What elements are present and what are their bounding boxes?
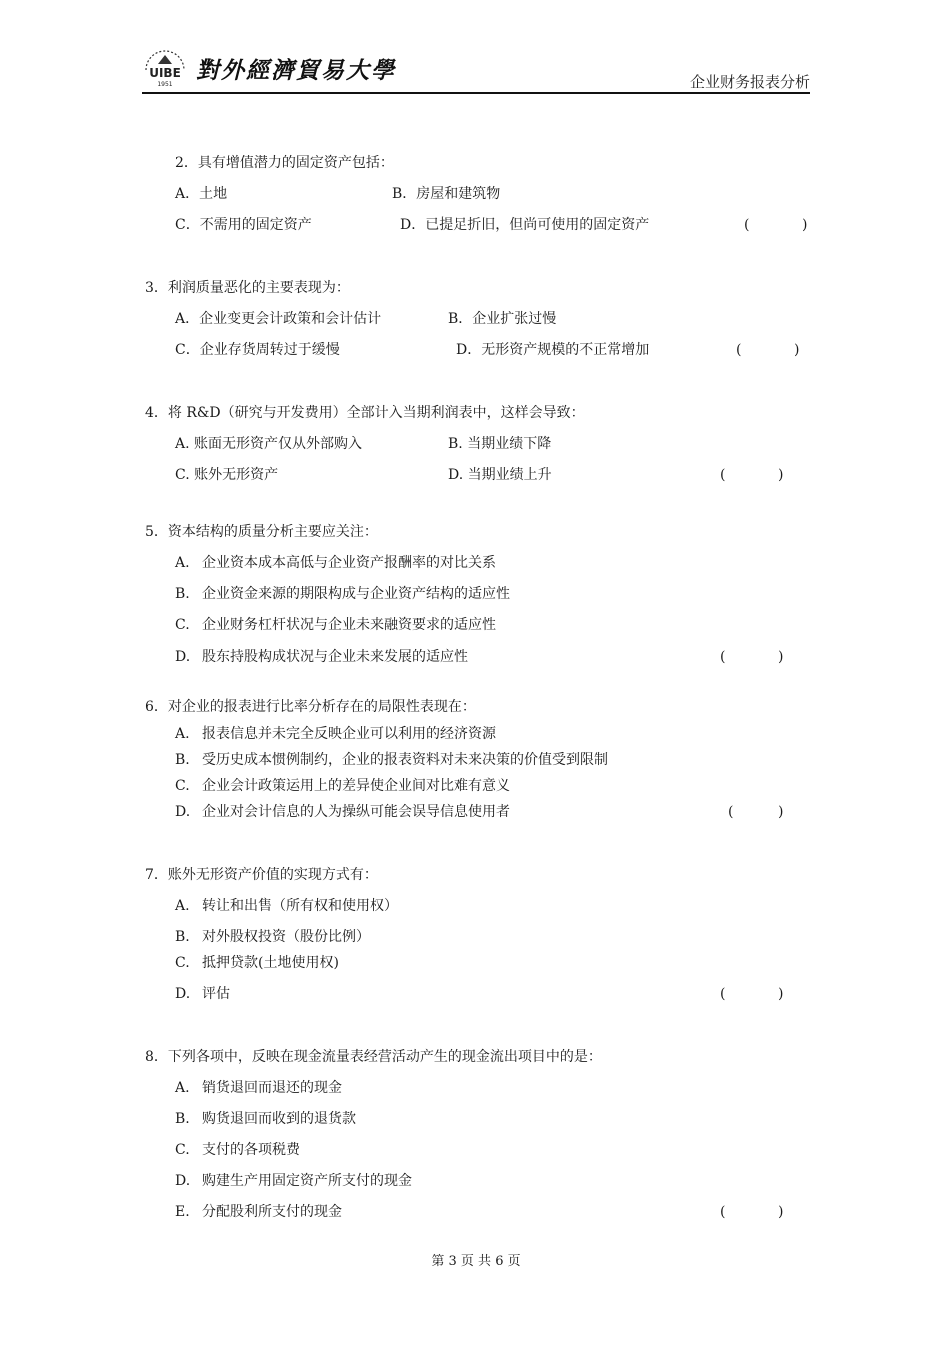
- option-d: D. 当期业绩上升: [448, 467, 552, 483]
- option-a-text: 销货退回而退还的现金: [202, 1080, 342, 1096]
- question-stem: 3．利润质量恶化的主要表现为：: [145, 280, 350, 296]
- answer-paren-close: ): [778, 986, 784, 1002]
- option-e-text: 分配股利所支付的现金: [202, 1204, 342, 1220]
- answer-paren-open: (: [720, 649, 726, 665]
- option-a-label: A.: [175, 555, 190, 571]
- option-a-label: A.: [175, 898, 190, 914]
- page-header: [142, 38, 810, 94]
- answer-paren-close: ): [802, 217, 808, 233]
- option-a-text: 转让和出售（所有权和使用权）: [202, 898, 398, 914]
- university-logo: [142, 44, 188, 88]
- option-c: C. 账外无形资产: [175, 467, 279, 483]
- option-b-label: B.: [175, 929, 190, 945]
- option-d-label: D.: [175, 1173, 191, 1189]
- option-b-label: B.: [175, 752, 190, 768]
- option-d-text: 股东持股构成状况与企业未来发展的适应性: [202, 649, 468, 665]
- answer-paren-open: (: [720, 986, 726, 1002]
- answer-paren-close: ): [778, 804, 784, 820]
- option-c: C．企业存货周转过于缓慢: [175, 342, 340, 358]
- option-d: D．无形资产规模的不正常增加: [456, 342, 650, 358]
- option-d-text: 购建生产用固定资产所支付的现金: [202, 1173, 412, 1189]
- university-name: 對外經濟貿易大學: [196, 57, 396, 84]
- answer-paren-close: ): [778, 1204, 784, 1220]
- answer-paren-open: (: [720, 1204, 726, 1220]
- svg-text:1951: 1951: [157, 81, 173, 88]
- option-c-label: C.: [175, 1142, 190, 1158]
- question-stem: 6．对企业的报表进行比率分析存在的局限性表现在：: [145, 699, 476, 715]
- answer-paren-close: ): [778, 467, 784, 483]
- option-a-label: A.: [175, 1080, 190, 1096]
- option-b-text: 对外股权投资（股份比例）: [202, 929, 370, 945]
- option-e-label: E.: [175, 1204, 190, 1220]
- option-d-label: D.: [175, 986, 191, 1002]
- option-a: A．企业变更会计政策和会计估计: [175, 311, 382, 327]
- option-b-label: B.: [175, 1111, 190, 1127]
- option-d-label: D.: [175, 649, 191, 665]
- option-c-label: C.: [175, 778, 190, 794]
- svg-text:UIBE: UIBE: [149, 66, 181, 80]
- option-b: B. 当期业绩下降: [448, 436, 552, 452]
- answer-paren-open: (: [736, 342, 742, 358]
- option-d-text: 评估: [202, 986, 230, 1002]
- answer-paren-open: (: [720, 467, 726, 483]
- page-footer: 第 3 页 共 6 页: [431, 1254, 521, 1269]
- course-title: 企业财务报表分析: [689, 73, 810, 91]
- answer-paren-close: ): [794, 342, 800, 358]
- option-c: C．不需用的固定资产: [175, 217, 312, 233]
- option-c-text: 企业会计政策运用上的差异使企业间对比难有意义: [202, 778, 510, 794]
- header-rule: [142, 92, 810, 94]
- question-stem: 8．下列各项中，反映在现金流量表经营活动产生的现金流出项目中的是：: [145, 1049, 602, 1065]
- option-b: B．房屋和建筑物: [392, 186, 501, 202]
- option-a-label: A.: [175, 726, 190, 742]
- option-c-label: C.: [175, 617, 190, 633]
- option-b-label: B.: [175, 586, 190, 602]
- option-a-text: 企业资本成本高低与企业资产报酬率的对比关系: [202, 555, 496, 571]
- question-stem: 2．具有增值潜力的固定资产包括：: [175, 155, 394, 171]
- option-d-label: D.: [175, 804, 191, 820]
- option-b: B．企业扩张过慢: [448, 311, 557, 327]
- option-a: A．土地: [175, 186, 228, 202]
- answer-paren-open: (: [728, 804, 734, 820]
- option-a-text: 报表信息并未完全反映企业可以利用的经济资源: [202, 726, 496, 742]
- answer-paren-open: (: [744, 217, 750, 233]
- option-c-text: 企业财务杠杆状况与企业未来融资要求的适应性: [202, 617, 496, 633]
- option-b-text: 购货退回而收到的退货款: [202, 1111, 356, 1127]
- question-stem: 4．将 R&D（研究与开发费用）全部计入当期利润表中，这样会导致：: [145, 405, 585, 421]
- question-stem: 5．资本结构的质量分析主要应关注：: [145, 524, 378, 540]
- option-d-text: 企业对会计信息的人为操纵可能会误导信息使用者: [202, 804, 510, 820]
- answer-paren-close: ): [778, 649, 784, 665]
- option-b-text: 企业资金来源的期限构成与企业资产结构的适应性: [202, 586, 510, 602]
- option-a: A. 账面无形资产仅从外部购入: [175, 436, 363, 452]
- option-c-text: 抵押贷款(土地使用权): [202, 955, 339, 971]
- option-d: D．已提足折旧，但尚可使用的固定资产: [400, 217, 650, 233]
- option-b-text: 受历史成本惯例制约，企业的报表资料对未来决策的价值受到限制: [202, 752, 608, 768]
- option-c-label: C.: [175, 955, 190, 971]
- option-c-text: 支付的各项税费: [202, 1142, 300, 1158]
- question-stem: 7．账外无形资产价值的实现方式有：: [145, 867, 378, 883]
